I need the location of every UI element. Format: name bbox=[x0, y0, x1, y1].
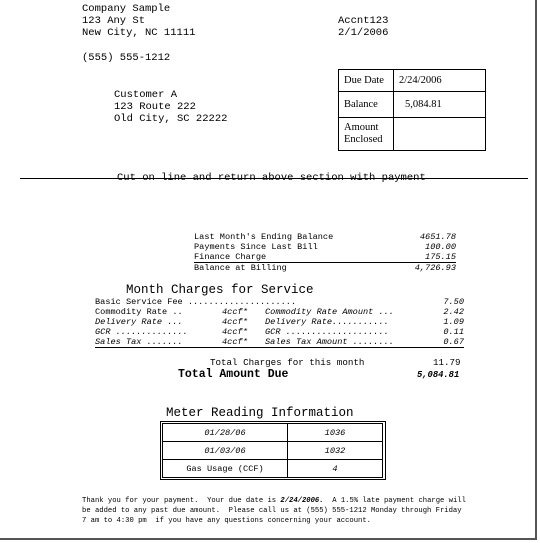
balance-row-label: Finance Charge bbox=[194, 252, 267, 262]
gas-usage-value: 4 bbox=[288, 460, 383, 478]
charge-row-delivery bbox=[95, 317, 464, 327]
balance-label: Balance bbox=[339, 92, 394, 118]
total-amount-due-label: Total Amount Due bbox=[178, 368, 289, 381]
total-amount-due-value: 5,084.81 bbox=[417, 370, 460, 380]
balance-row-value: 175.15 bbox=[425, 252, 456, 262]
charge-label: Sales Tax ....... bbox=[95, 337, 183, 347]
amount-enclosed-label bbox=[339, 118, 394, 151]
footer-line-3: 7 am to 4:30 pm if you have any questions concerning your account. bbox=[82, 517, 371, 525]
balance-value: 5,084.81 bbox=[394, 92, 486, 118]
charge-quantity: 4ccf* bbox=[222, 337, 248, 347]
charge-label: Basic Service Fee ..................... bbox=[95, 297, 297, 307]
footer-line-1 bbox=[82, 496, 466, 506]
footer-line-1-end: A 1.5% late payment charge will bbox=[323, 497, 466, 505]
meter-reading: 1032 bbox=[288, 442, 383, 460]
footer-due-date: 2/24/2006. bbox=[280, 497, 324, 505]
total-charges-value: 11.79 bbox=[433, 357, 461, 368]
footer-line-2: be added to any past due amount. Please call us at (555) 555-1212 Monday through Friday bbox=[82, 507, 462, 515]
balance-row-value: 4651.78 bbox=[419, 232, 456, 242]
meter-date: 01/03/06 bbox=[163, 442, 288, 460]
meter-reading: 1036 bbox=[288, 424, 383, 442]
sender-street: 123 Any St bbox=[82, 15, 146, 27]
sender-phone: (555) 555-1212 bbox=[82, 52, 171, 64]
due-date-label: Due Date bbox=[339, 70, 394, 92]
meter-row bbox=[163, 442, 383, 460]
cut-line-text: Cut on line and return above section with payment bbox=[117, 172, 426, 184]
meter-row bbox=[163, 424, 383, 442]
footer-line-1-start: Thank you for your payment. Your due date is bbox=[82, 497, 281, 505]
charge-amount-label: Commodity Rate Amount ... bbox=[265, 307, 394, 317]
balance-row-last-month bbox=[194, 232, 456, 242]
meter-usage-row bbox=[163, 460, 383, 478]
charge-quantity: 4ccf* bbox=[222, 327, 248, 337]
payment-stub-box bbox=[338, 69, 486, 151]
charge-row-sales-tax bbox=[95, 337, 464, 348]
charge-label: GCR .............. bbox=[95, 327, 188, 337]
amount-enclosed-label-line1: Amount bbox=[344, 122, 379, 133]
balance-row-label: Last Month's Ending Balance bbox=[194, 232, 334, 242]
charge-amount: 0.11 bbox=[443, 327, 464, 337]
balance-row-at-billing bbox=[194, 263, 456, 273]
cut-line bbox=[20, 178, 528, 179]
charge-quantity: 4ccf* bbox=[222, 307, 248, 317]
charge-row-basic-fee bbox=[95, 297, 464, 307]
balance-row-label: Payments Since Last Bill bbox=[194, 242, 318, 252]
charge-amount: 2.42 bbox=[443, 307, 464, 317]
charge-row-commodity bbox=[95, 307, 464, 317]
total-charges-label: Total Charges for this month bbox=[210, 357, 365, 368]
charge-amount: 0.67 bbox=[443, 337, 464, 347]
balance-row-label: Balance at Billing bbox=[194, 263, 287, 273]
due-date-value: 2/24/2006 bbox=[394, 70, 486, 92]
customer-name: Customer A bbox=[114, 89, 178, 101]
balance-row-finance-charge bbox=[194, 252, 456, 263]
meter-table bbox=[162, 423, 383, 478]
charge-amount-label: Sales Tax Amount ........ bbox=[265, 337, 394, 347]
gas-usage-label: Gas Usage (CCF) bbox=[163, 460, 288, 478]
customer-city: Old City, SC 22222 bbox=[114, 113, 228, 125]
charges-title: Month Charges for Service bbox=[126, 283, 314, 297]
balance-row-value: 4,726.93 bbox=[414, 263, 456, 273]
amount-enclosed-label-line2: Enclosed bbox=[344, 134, 383, 145]
balance-row-payments bbox=[194, 242, 456, 252]
charge-amount: 7.50 bbox=[443, 297, 464, 307]
charge-amount: 1.09 bbox=[443, 317, 464, 327]
charge-amount-label: Delivery Rate........... bbox=[265, 317, 389, 327]
sender-city: New City, NC 11111 bbox=[82, 27, 196, 39]
charge-quantity: 4ccf* bbox=[222, 317, 248, 327]
charge-label: Delivery Rate ... bbox=[95, 317, 183, 327]
sender-name: Company Sample bbox=[82, 3, 171, 15]
balance-row-value: 100.00 bbox=[425, 242, 456, 252]
customer-street: 123 Route 222 bbox=[114, 101, 196, 113]
account-number: Accnt123 bbox=[338, 15, 389, 27]
charge-row-gcr bbox=[95, 327, 464, 337]
statement-date: 2/1/2006 bbox=[338, 27, 389, 39]
footer-note bbox=[82, 496, 466, 526]
charge-label: Commodity Rate .. bbox=[95, 307, 183, 317]
meter-title: Meter Reading Information bbox=[166, 406, 354, 420]
amount-enclosed-field[interactable] bbox=[394, 118, 486, 151]
meter-date: 01/28/06 bbox=[163, 424, 288, 442]
charge-amount-label: GCR .................... bbox=[265, 327, 389, 337]
